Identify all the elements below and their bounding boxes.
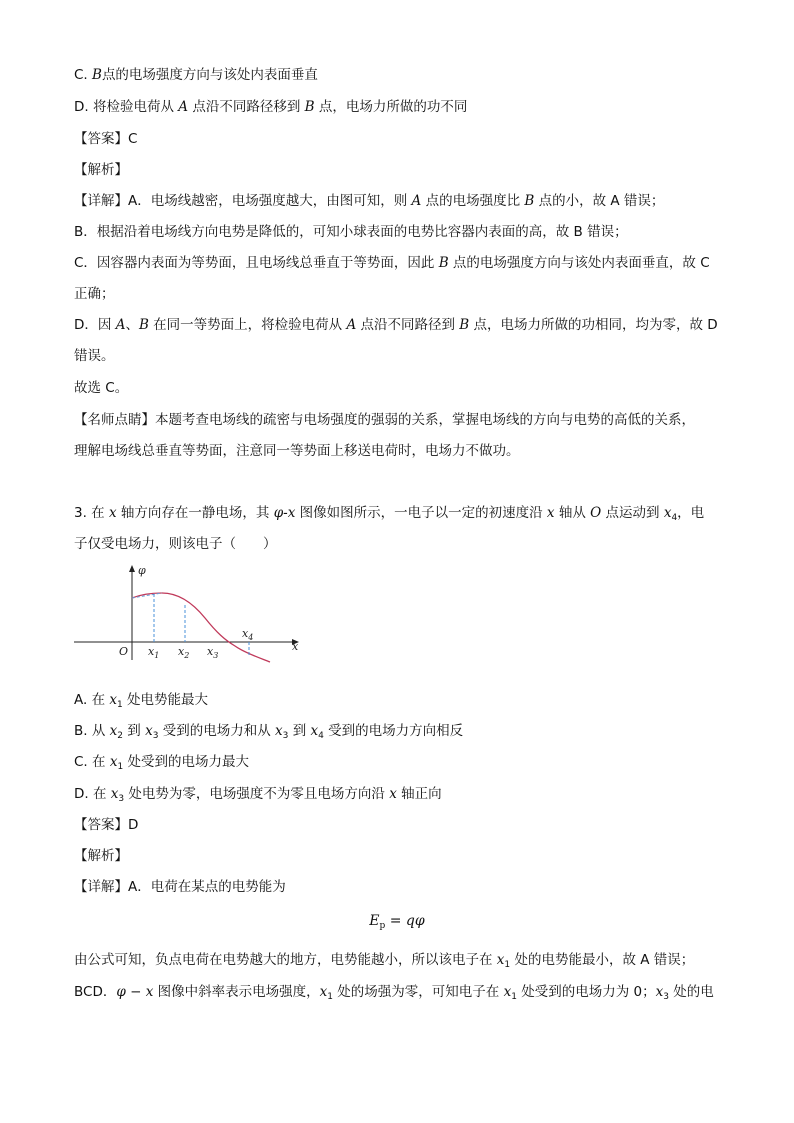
option-c-text: 处受到的电场力最大	[123, 754, 249, 770]
var-phi-x: φ-x	[273, 505, 296, 521]
var-b: B	[92, 67, 102, 83]
var-e: E	[369, 913, 380, 929]
detail-a-prefix: 【详解】A．电场线越密，电场强度越大，由图可知，则	[74, 193, 412, 209]
q3-text-c: 轴从	[554, 505, 591, 521]
option-d-a: 处电势为零，电场强度不为零且电场方向沿	[124, 786, 390, 802]
option-b-c: 到	[288, 723, 311, 739]
q3-text-d: 点运动到	[601, 505, 664, 521]
var-b: B	[524, 193, 535, 209]
detail-d-mid2: 点沿不同路径到	[356, 317, 460, 333]
var-x: x	[109, 754, 118, 770]
origin-label: O	[119, 645, 129, 658]
var-o: O	[590, 505, 602, 521]
formula-ep	[0, 913, 794, 931]
subscript: 1	[117, 762, 124, 772]
option-d	[74, 784, 442, 809]
detail-d-text: 点，电场力所做的功相同，均为零，故 D	[469, 317, 718, 333]
var-a: A	[346, 317, 357, 333]
x3-label: $x_3$	[207, 645, 219, 660]
var-x: x	[275, 723, 283, 739]
subscript: 1	[327, 992, 333, 1002]
option-b-b: 受到的电场力和从	[158, 723, 276, 739]
option-c-text: 点的电场强度方向与该处内表面垂直	[101, 67, 318, 83]
x4-label: $x_4$	[242, 627, 254, 642]
var-x: x	[110, 786, 119, 802]
var-phi-x: φ − x	[116, 984, 154, 1000]
var-b: B	[304, 99, 315, 115]
option-a-prefix: A. 在	[74, 692, 110, 708]
subscript: 2	[117, 731, 123, 741]
q3-prefix: 3. 在	[74, 505, 109, 521]
subscript: 1	[504, 960, 511, 970]
var-b: B	[438, 255, 449, 271]
q3-text-e: ，电	[677, 505, 705, 521]
option-d-text: 轴正向	[396, 786, 442, 802]
option-c-prefix: C. 在	[74, 754, 110, 770]
phi-label: φ	[138, 564, 146, 577]
option-c	[74, 65, 318, 85]
var-x: x	[108, 505, 117, 521]
detail-c-prefix: C．因容器内表面为等势面，且电场线总垂直于等势面，因此	[74, 255, 439, 271]
subscript: p	[379, 921, 386, 931]
analysis-label: 【解析】	[74, 848, 128, 864]
var-x: x	[109, 692, 117, 708]
teacher-tip-cont: 理解电场线总垂直等势面，注意同一等势面上移送电荷时，电场力不做功。	[74, 443, 520, 459]
var-x: x	[109, 723, 118, 739]
explanation-2-b: 处的场强为零，可知电子在	[332, 984, 504, 1000]
explanation-1-prefix: 由公式可知，负点电荷在电势越大的地方，电势能越小，所以该电子在	[74, 952, 497, 968]
option-d-text: 点，电场力所做的功不同	[314, 99, 468, 115]
var-x: x	[546, 505, 555, 521]
formula-rhs: = qφ	[385, 913, 425, 929]
detail-d	[74, 315, 718, 335]
option-c-prefix: C.	[74, 67, 93, 83]
subscript: 4	[671, 513, 678, 523]
detail-a-text: 点的小，故 A 错误；	[534, 193, 665, 209]
q3-text-b: 图像如图所示，一电子以一定的初速度沿	[295, 505, 547, 521]
detail-c	[74, 253, 710, 273]
var-x: x	[655, 984, 664, 1000]
option-b	[74, 721, 463, 746]
option-b-prefix: B. 从	[74, 723, 110, 739]
explanation-2-prefix: BCD．	[74, 984, 117, 1000]
detail-c-text: 点的电场强度方向与该处内表面垂直，故 C	[448, 255, 710, 271]
answer-line: 【答案】D	[74, 817, 139, 833]
choose-line: 故选 C。	[74, 380, 129, 396]
option-d	[74, 97, 467, 117]
subscript: 3	[282, 731, 289, 741]
detail-d-cont: 错误。	[74, 348, 115, 364]
subscript: 3	[152, 731, 159, 741]
detail-a: 【详解】A．电荷在某点的电势能为	[74, 879, 286, 895]
separator: 、	[125, 317, 139, 333]
var-x4: x	[663, 505, 672, 521]
option-b-text: 受到的电场力方向相反	[323, 723, 464, 739]
var-b: B	[138, 317, 149, 333]
subscript: 1	[511, 992, 517, 1002]
var-x: x	[310, 723, 319, 739]
subscript: 3	[118, 794, 125, 804]
question-3-stem-cont: 子仅受电场力，则该电子（ ）	[74, 536, 277, 552]
var-x: x	[503, 984, 512, 1000]
explanation-1	[74, 950, 694, 975]
detail-a-mid: 点的电场强度比	[421, 193, 525, 209]
option-a-text: 处电势能最大	[122, 692, 209, 708]
var-x: x	[389, 786, 397, 802]
var-a: A	[115, 317, 126, 333]
subscript: 3	[663, 992, 669, 1002]
detail-d-mid: 在同一等势面上，将检验电荷从	[148, 317, 347, 333]
var-x: x	[145, 723, 153, 739]
question-3-stem	[74, 503, 704, 528]
x1-label: $x_1$	[148, 645, 160, 660]
option-b-a: 到	[123, 723, 146, 739]
var-x: x	[496, 952, 505, 968]
phi-x-graph	[70, 560, 310, 664]
x2-label: $x_2$	[178, 645, 190, 660]
var-a: A	[178, 99, 189, 115]
subscript: 1	[117, 700, 123, 710]
option-a	[74, 690, 208, 715]
detail-a	[74, 191, 664, 211]
option-d-prefix: D. 将检验电荷从	[74, 99, 179, 115]
explanation-2	[74, 982, 714, 1007]
option-d-prefix: D. 在	[74, 786, 111, 802]
detail-b: B．根据沿着电场线方向电势是降低的，可知小球表面的电势比容器内表面的高，故 B 错误；	[74, 224, 628, 240]
x-label: x	[292, 640, 299, 653]
var-x: x	[319, 984, 328, 1000]
explanation-1-text: 处的电势能最小，故 A 错误；	[510, 952, 695, 968]
subscript: 4	[318, 731, 324, 741]
detail-c-cont: 正确；	[74, 286, 115, 302]
var-b: B	[459, 317, 470, 333]
option-d-mid: 点沿不同路径移到	[188, 99, 305, 115]
q3-text-a: 轴方向存在一静电场，其	[116, 505, 274, 521]
option-c	[74, 752, 249, 777]
var-a: A	[411, 193, 422, 209]
answer-line: 【答案】C	[74, 131, 138, 147]
detail-d-prefix: D．因	[74, 317, 116, 333]
teacher-tip: 【名师点睛】本题考查电场线的疏密与电场强度的强弱的关系，掌握电场线的方向与电势的高低的关系，	[74, 412, 695, 428]
explanation-2-a: 图像中斜率表示电场强度，	[153, 984, 320, 1000]
analysis-label: 【解析】	[74, 162, 128, 178]
explanation-2-text: 处的电	[668, 984, 714, 1000]
explanation-2-c: 处受到的电场力为 0；	[516, 984, 656, 1000]
